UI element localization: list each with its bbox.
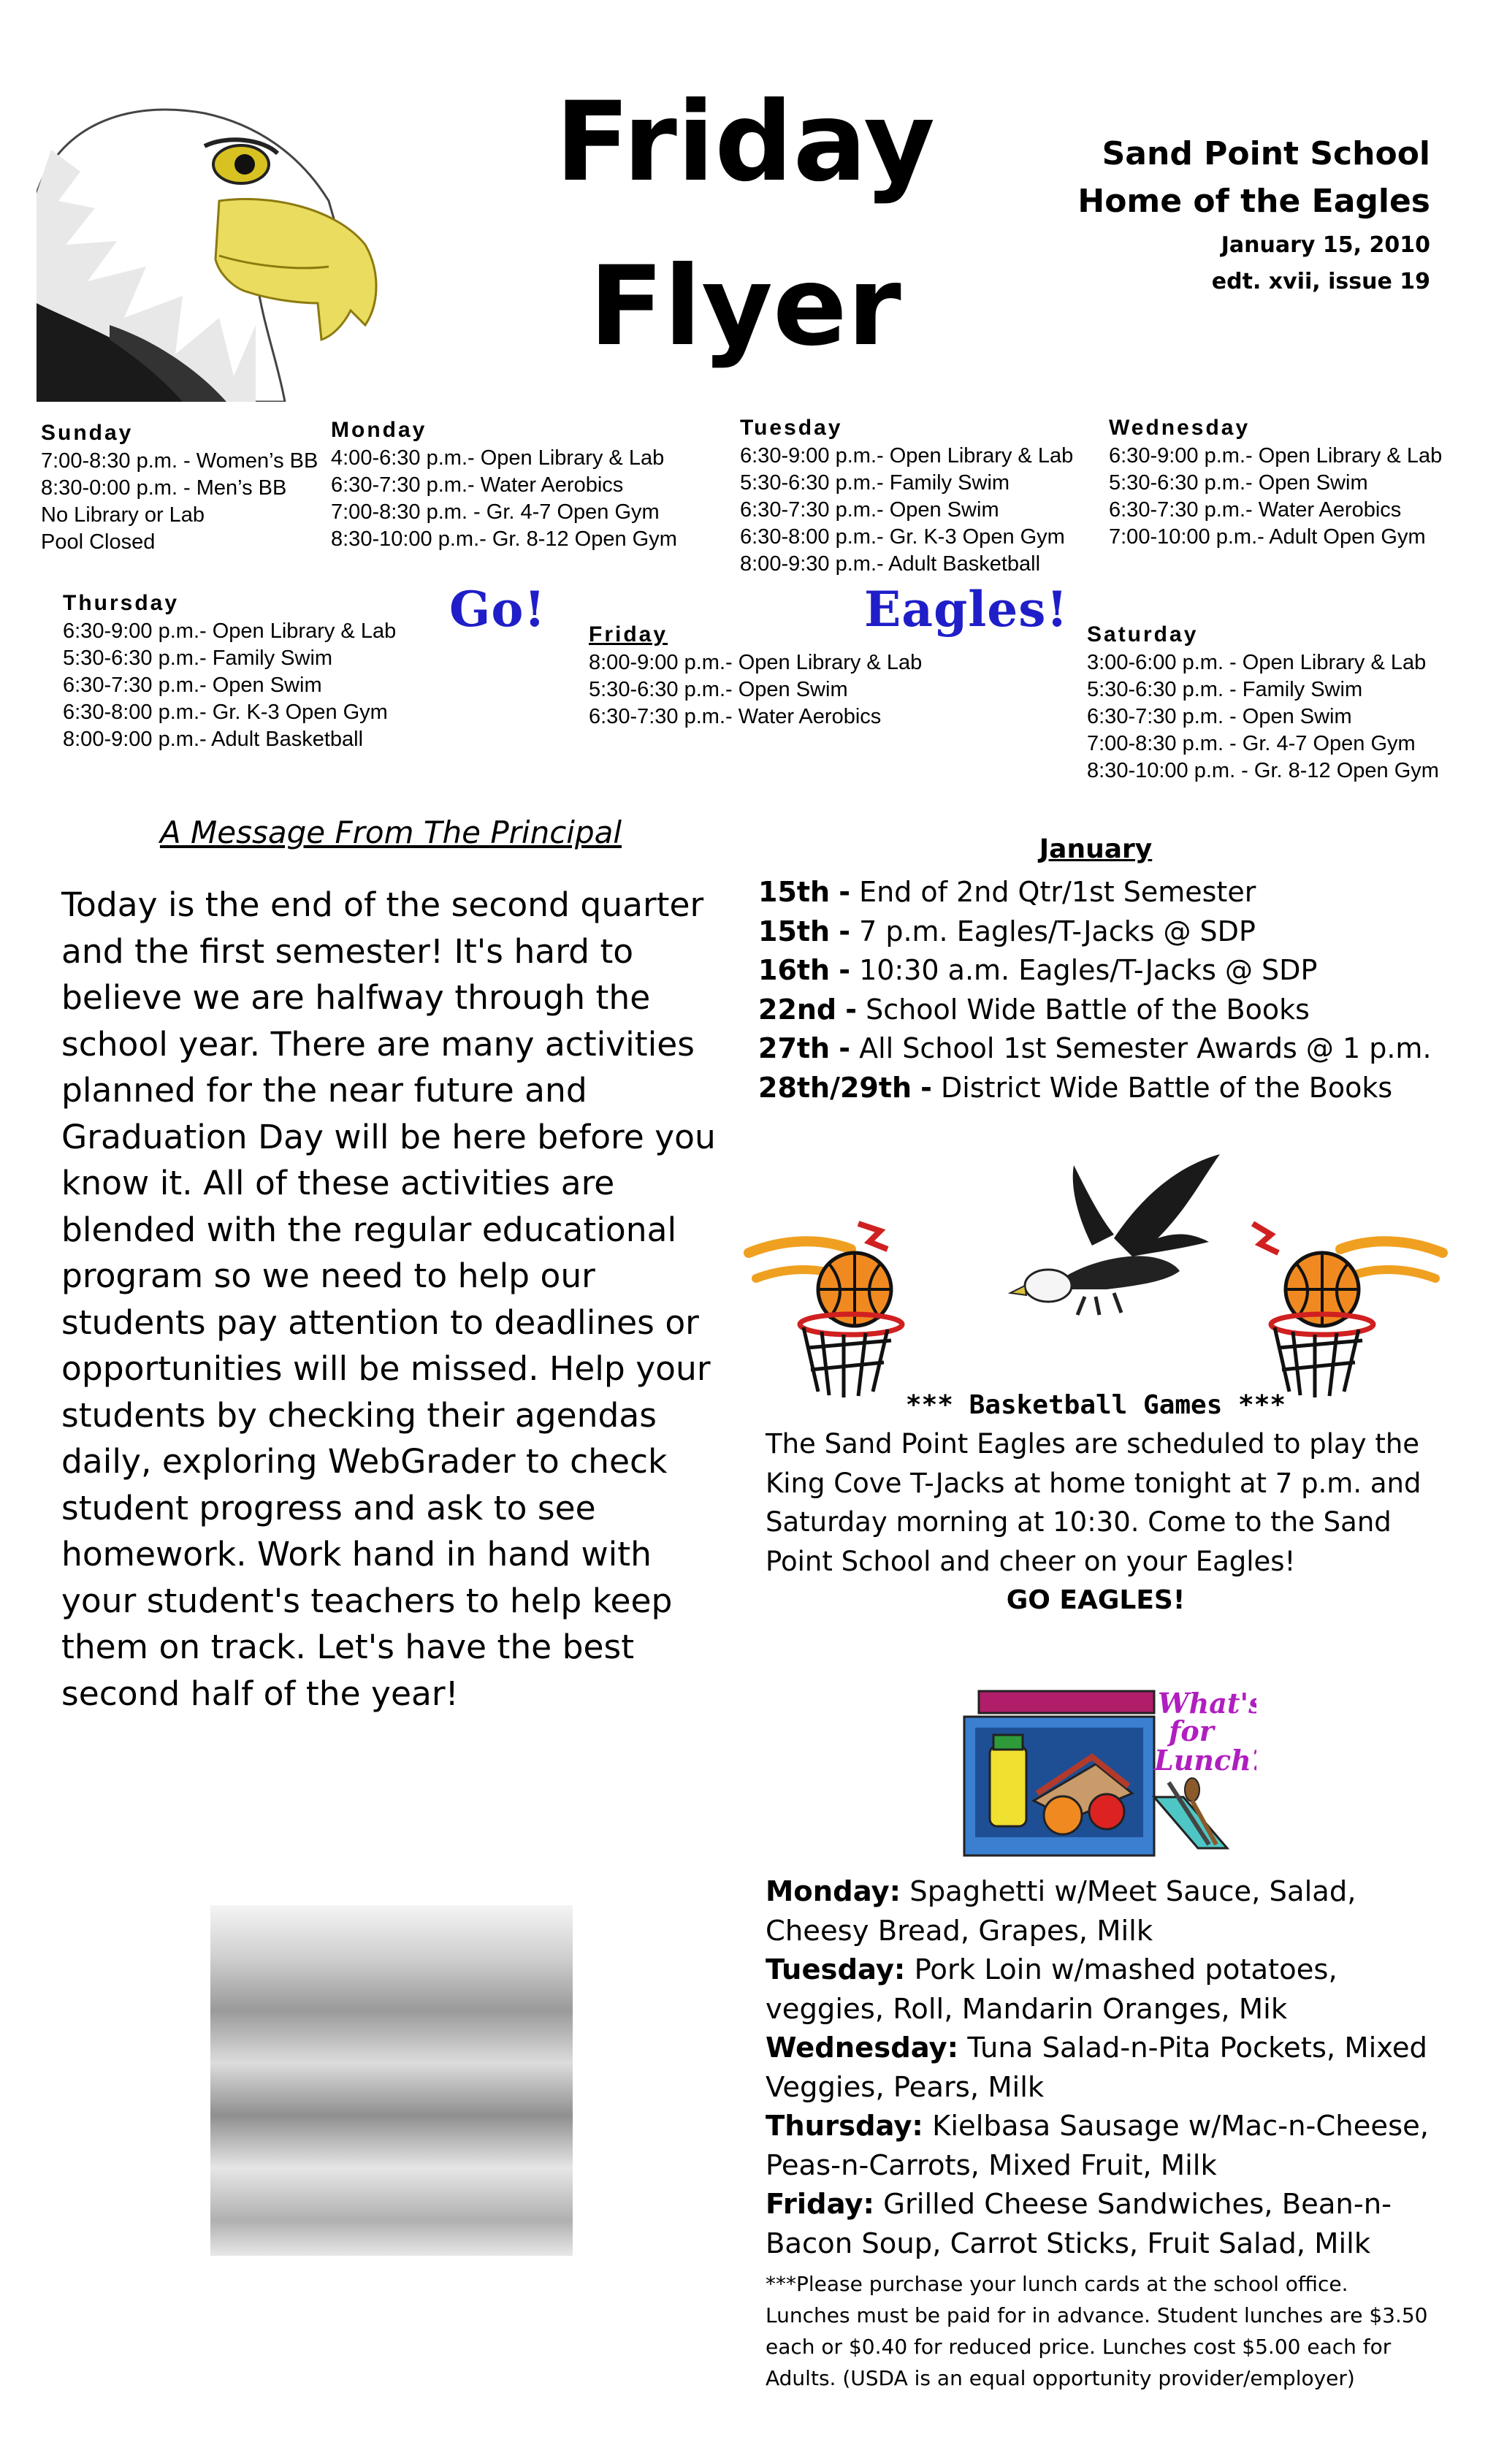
schedule-line: Pool Closed: [41, 530, 156, 554]
issue-date: January 15, 2010: [1221, 232, 1430, 258]
svg-text:What's: What's: [1158, 1687, 1256, 1720]
day-label: Thursday: [63, 591, 180, 615]
lunch-item: [766, 2107, 1452, 2185]
calendar-event: 15th - 7 p.m. Eagles/T-Jacks @ SDP: [758, 915, 1256, 947]
schedule-monday: [331, 416, 677, 553]
day-label: Tuesday: [740, 416, 843, 440]
event-date: 27th: [758, 1032, 831, 1064]
school-name: Sand Point School: [1102, 135, 1430, 172]
event-text: End of 2nd Qtr/1st Semester: [859, 876, 1256, 908]
eagle-head-icon: [37, 84, 380, 402]
schedule-line: 5:30-6:30 p.m.- Family Swim: [740, 471, 1010, 495]
flyer-title-line2: Flyer: [589, 243, 901, 370]
eagles-banner: Eagles!: [864, 581, 1069, 638]
schedule-line: No Library or Lab: [41, 503, 205, 527]
schedule-line: 6:30-9:00 p.m.- Open Library & Lab: [1109, 444, 1443, 468]
schedule-line: 4:00-6:30 p.m.- Open Library & Lab: [331, 446, 665, 470]
flying-eagle-icon: [1004, 1151, 1224, 1319]
lunch-note: ***Please purchase your lunch cards at the school office. Lunches must be paid for in advance. Student lunches are $3.50 each or $0.40 for reduced price. Lunches cost $5.00 each for Adults. (USDA is an equal opportunity provider/employer): [766, 2272, 1428, 2390]
event-date: 28th/29th: [758, 1071, 912, 1104]
lunch-text: Kielbasa Sausage w/Mac-n-Cheese, Peas-n-Carrots, Mixed Fruit, Milk: [766, 2110, 1430, 2182]
event-date: 15th: [758, 876, 831, 908]
schedule-line: 6:30-9:00 p.m.- Open Library & Lab: [740, 444, 1074, 468]
schedule-line: 6:30-8:00 p.m.- Gr. K-3 Open Gym: [63, 701, 388, 724]
schedule-line: 7:00-10:00 p.m.- Adult Open Gym: [1109, 525, 1426, 549]
schedule-line: 8:00-9:00 p.m.- Open Library & Lab: [589, 651, 923, 674]
schedule-line: 8:00-9:30 p.m.- Adult Basketball: [740, 552, 1041, 576]
calendar-event: 27th - All School 1st Semester Awards @ 1 p.m.: [758, 1032, 1432, 1064]
basketball-hoop-icon: [1231, 1209, 1450, 1399]
calendar-event: 16th - 10:30 a.m. Eagles/T-Jacks @ SDP: [758, 954, 1318, 986]
lunch-text: Pork Loin w/mashed potatoes, veggies, Roll, Mandarin Oranges, Mik: [766, 1953, 1337, 2026]
event-text: School Wide Battle of the Books: [866, 993, 1310, 1026]
lunch-day: Friday:: [766, 2188, 874, 2221]
lunch-day: Thursday:: [766, 2110, 923, 2143]
calendar-event: 28th/29th - District Wide Battle of the Books: [758, 1071, 1393, 1104]
calendar-event: 22nd - School Wide Battle of the Books: [758, 993, 1310, 1026]
fork-spoon-icon: [1147, 1768, 1234, 1855]
day-label: Sunday: [41, 421, 134, 445]
schedule-line: 8:00-9:00 p.m.- Adult Basketball: [63, 728, 364, 751]
event-text: 7 p.m. Eagles/T-Jacks @ SDP: [859, 915, 1256, 947]
principal-message: Today is the end of the second quarter and the first semester! It's hard to believe we are halfway through the school year. There are many activities planned for the near future and Graduation Day will be here before you know it. All of these activities are blended with the regular educational program so we need to help our students pay attention to deadlines or opportunities will be missed. Help your students by checking their agendas daily, exploring WebGrader to check student progress and ask to see homework. Work hand in hand with your student's teachers to help keep them on track. Let's have the best second half of the year!: [61, 885, 716, 1713]
schedule-line: 5:30-6:30 p.m. - Family Swim: [1087, 678, 1363, 701]
lunch-item: [766, 1950, 1452, 2029]
lunch-menu: [766, 1872, 1452, 2263]
calendar-event: 15th - End of 2nd Qtr/1st Semester: [758, 876, 1256, 908]
schedule-line: 7:00-8:30 p.m. - Gr. 4-7 Open Gym: [1087, 732, 1416, 755]
schedule-saturday: [1087, 620, 1439, 785]
schedule-line: 6:30-9:00 p.m.- Open Library & Lab: [63, 619, 397, 643]
event-text: All School 1st Semester Awards @ 1 p.m.: [859, 1032, 1432, 1064]
schedule-line: 3:00-6:00 p.m. - Open Library & Lab: [1087, 651, 1427, 674]
lunch-item: [766, 1872, 1452, 1950]
basketball-heading: *** Basketball Games ***: [905, 1390, 1286, 1420]
day-label: Monday: [331, 418, 427, 442]
day-label: Wednesday: [1109, 416, 1251, 440]
day-label: Saturday: [1087, 622, 1199, 646]
go-banner: Go!: [449, 581, 546, 638]
schedule-line: 6:30-7:30 p.m.- Open Swim: [740, 498, 999, 522]
schedule-sunday: [41, 419, 318, 556]
basketball-body: The Sand Point Eagles are scheduled to play the King Cove T-Jacks at home tonight at 7 p.m. and Saturday morning at 10:30. Come to the Sand Point School and cheer on your Eagles!: [766, 1428, 1421, 1577]
schedule-line: 8:30-0:00 p.m. - Men’s BB: [41, 476, 287, 500]
event-text: District Wide Battle of the Books: [941, 1071, 1393, 1104]
schedule-line: 6:30-8:00 p.m.- Gr. K-3 Open Gym: [740, 525, 1065, 549]
lunch-text: Grilled Cheese Sandwiches, Bean-n-Bacon Soup, Carrot Sticks, Fruit Salad, Milk: [766, 2188, 1392, 2260]
schedule-line: 8:30-10:00 p.m. - Gr. 8-12 Open Gym: [1087, 759, 1439, 782]
lunch-text: Spaghetti w/Meet Sauce, Salad, Cheesy Bread, Grapes, Milk: [766, 1875, 1356, 1948]
schedule-line: 8:30-10:00 p.m.- Gr. 8-12 Open Gym: [331, 527, 677, 551]
schedule-line: 6:30-7:30 p.m.- Open Swim: [63, 674, 322, 697]
schedule-line: 6:30-7:30 p.m. - Open Swim: [1087, 705, 1352, 728]
lunch-text: Tuna Salad-n-Pita Pockets, Mixed Veggies, Pears, Milk: [766, 2032, 1427, 2104]
calendar-list: [758, 873, 1432, 1107]
school-motto: Home of the Eagles: [1077, 183, 1430, 220]
schedule-line: 5:30-6:30 p.m.- Family Swim: [63, 646, 333, 670]
schedule-line: 7:00-8:30 p.m. - Women’s BB: [41, 449, 318, 473]
event-date: 22nd: [758, 993, 837, 1026]
principal-heading: A Message From The Principal: [159, 815, 622, 850]
lunch-item: [766, 2029, 1452, 2107]
go-eagles: GO EAGLES!: [1006, 1585, 1186, 1615]
schedule-tuesday: [740, 413, 1073, 578]
svg-text:Lunch?: Lunch?: [1154, 1744, 1256, 1777]
schedule-line: 6:30-7:30 p.m.- Water Aerobics: [331, 473, 624, 497]
basketball-hoop-icon: [741, 1209, 931, 1399]
flyer-title-line1: Friday: [554, 79, 936, 206]
lunch-day: Wednesday:: [766, 2032, 959, 2064]
schedule-line: 5:30-6:30 p.m.- Open Swim: [589, 678, 848, 701]
edition: edt. xvii, issue 19: [1211, 269, 1430, 294]
schedule-line: 6:30-7:30 p.m.- Water Aerobics: [589, 705, 882, 728]
schedule-line: 6:30-7:30 p.m.- Water Aerobics: [1109, 498, 1402, 522]
event-date: 16th: [758, 954, 831, 986]
schedule-line: 5:30-6:30 p.m.- Open Swim: [1109, 471, 1368, 495]
photo-placeholder: [210, 1905, 573, 2256]
lunch-item: [766, 2185, 1452, 2263]
schedule-friday: [589, 620, 922, 731]
schedule-wednesday: [1109, 413, 1442, 551]
schedule-thursday: [63, 589, 396, 753]
svg-text:for: for: [1169, 1714, 1214, 1747]
day-label: Friday: [589, 622, 668, 646]
lunch-day: Monday:: [766, 1875, 901, 1908]
event-date: 15th: [758, 915, 831, 947]
schedule-line: 7:00-8:30 p.m. - Gr. 4-7 Open Gym: [331, 500, 660, 524]
lunch-day: Tuesday:: [766, 1953, 906, 1986]
event-text: 10:30 a.m. Eagles/T-Jacks @ SDP: [859, 954, 1318, 986]
calendar-heading: January: [1039, 834, 1153, 864]
